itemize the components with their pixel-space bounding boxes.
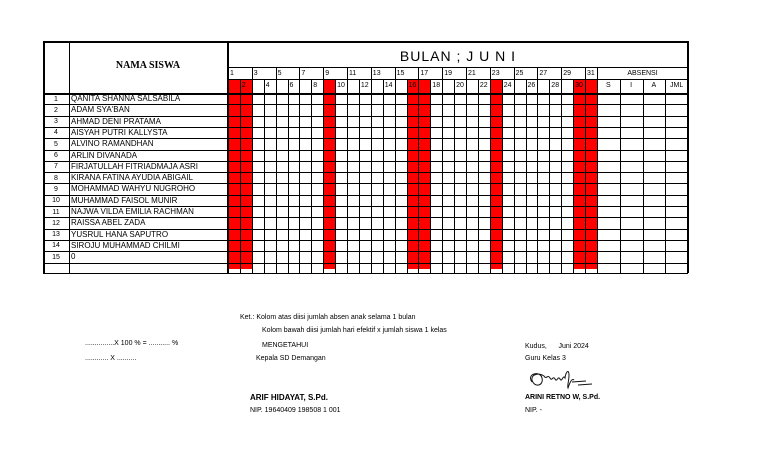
note-line-1: Ket.: Kolom atas diisi jumlah absen anak selama 1 bulan (240, 314, 416, 321)
day-col-line (395, 67, 396, 273)
absensi-col-line (643, 79, 644, 273)
student-name: AISYAH PUTRI KALLYSTA (71, 127, 168, 137)
day-number-16: 16 (408, 82, 417, 89)
student-name: YUSRUL HANA SAPUTRO (71, 229, 169, 239)
student-name: ARLIN DIVANADA (71, 150, 138, 160)
day-col-line (585, 67, 586, 273)
day-col-line (240, 79, 241, 273)
student-name: ALVINO RAMANDHAN (71, 139, 154, 149)
row-number: 2 (54, 106, 58, 114)
day-col-line (335, 79, 336, 273)
acknowledged-label: MENGETAHUI (262, 342, 309, 349)
student-name: NAJWA VILDA EMILIA RACHMAN (71, 207, 194, 216)
row-number: 7 (54, 163, 58, 171)
day-number-27: 27 (539, 70, 548, 77)
principal-nip: NIP. 19640409 198508 1 001 (250, 407, 341, 414)
day-number-10: 10 (337, 82, 345, 89)
student-name: MUHAMMAD FAISOL MUNIR (71, 195, 178, 205)
day-col-line (264, 79, 265, 273)
day-col-line (573, 79, 574, 273)
note-line-2: Kolom bawah diisi jumlah hari efektif x jumlah siswa 1 kelas (262, 327, 447, 334)
day-number-5: 5 (277, 70, 282, 77)
row-number: 5 (54, 140, 58, 148)
teacher-name: ARINI RETNO W, S.Pd. (525, 394, 601, 401)
row-number: 3 (54, 118, 58, 126)
student-name: RAISSA ABEL ZADA (71, 218, 146, 228)
day-number-30: 30 (575, 82, 583, 89)
day-col-line (407, 79, 408, 273)
day-col-line (478, 79, 479, 273)
day-number-22: 22 (479, 82, 488, 89)
day-col-line (311, 79, 312, 273)
day-number-8: 8 (313, 82, 318, 89)
day-number-13: 13 (372, 70, 381, 77)
day-number-9: 9 (325, 70, 330, 77)
day-number-20: 20 (456, 82, 464, 89)
day-col-line (276, 67, 277, 273)
day-number-12: 12 (360, 82, 369, 89)
day-number-18: 18 (432, 82, 441, 89)
row-number: 11 (52, 208, 60, 216)
row-number: 14 (52, 242, 60, 250)
frame-top (43, 41, 688, 43)
day-col-line (502, 79, 503, 273)
student-name: ADAM SYA'BAN (71, 105, 130, 115)
day-col-line (430, 79, 431, 273)
day-col-line (561, 67, 562, 273)
day-number-15: 15 (396, 70, 405, 77)
frame-right (687, 41, 689, 273)
student-name: QANITA SHANNA SALSABILA (71, 94, 181, 103)
day-number-26: 26 (527, 82, 536, 89)
teacher-title: Guru Kelas 3 (525, 355, 566, 362)
day-col-line (418, 67, 419, 273)
day-number-29: 29 (563, 70, 571, 77)
principal-name: ARIF HIDAYAT, S.Pd. (250, 393, 328, 402)
day-number-3: 3 (253, 70, 258, 77)
principal-title: Kepala SD Demangan (256, 355, 326, 362)
row-number: 12 (52, 219, 60, 227)
day-col-line (323, 67, 324, 273)
day-col-line (359, 79, 360, 273)
day-number-7: 7 (301, 70, 306, 77)
day-col-line (228, 67, 229, 273)
student-name: SIROJU MUHAMMAD CHILMI (71, 240, 180, 250)
day-col-line (299, 67, 300, 273)
name-column-header: NAMA SISWA (115, 60, 181, 71)
place-date: Kudus, Juni 2024 (525, 343, 589, 350)
absensi-col-line (665, 79, 666, 273)
teacher-nip: NIP. - (525, 407, 542, 414)
day-number-23: 23 (491, 70, 500, 77)
day-col-line (549, 79, 550, 273)
no-col-divider (69, 41, 70, 273)
day-col-line (383, 79, 384, 273)
row-number: 10 (52, 197, 60, 205)
day-col-line (288, 79, 289, 273)
row-number: 13 (52, 231, 60, 239)
day-number-21: 21 (468, 70, 476, 77)
day-number-2: 2 (241, 82, 246, 89)
day-number-6: 6 (289, 82, 294, 89)
row-number: 6 (54, 152, 58, 159)
day-col-line (514, 67, 515, 273)
header-line-1 (228, 67, 688, 68)
day-number-4: 4 (265, 82, 270, 89)
row-line (43, 251, 688, 252)
formula-line-2: ............ X .......... (85, 355, 137, 362)
day-col-line (490, 67, 491, 273)
day-col-line (442, 67, 443, 273)
day-number-24: 24 (503, 82, 512, 89)
row-line (43, 263, 688, 264)
student-name: AHMAD DENI PRATAMA (71, 116, 161, 126)
absensi-col-s: S (606, 82, 611, 89)
student-name: 0 (71, 252, 76, 262)
day-col-line (371, 67, 372, 273)
day-number-11: 11 (349, 70, 357, 77)
student-name: FIRJATULLAH FITRIADMAJA ASRI (71, 161, 198, 171)
row-number: 1 (54, 95, 58, 103)
student-name: KIRANA FATINA AYUDIA ABIGAIL (71, 173, 193, 183)
absensi-col-line (620, 79, 621, 273)
day-col-line (526, 79, 527, 273)
day-number-19: 19 (444, 70, 452, 77)
absensi-divider (597, 67, 598, 273)
day-number-28: 28 (551, 82, 560, 89)
day-number-31: 31 (587, 70, 595, 77)
day-col-line (347, 67, 348, 273)
day-col-line (537, 67, 538, 273)
day-col-line (454, 79, 455, 273)
row-number: 9 (54, 185, 58, 193)
month-title: BULAN ; J U N I (399, 48, 517, 64)
row-number: 15 (52, 253, 60, 261)
day-col-line (466, 67, 467, 273)
frame-bottom (43, 273, 688, 274)
day-number-17: 17 (420, 70, 429, 77)
absensi-col-i: I (630, 82, 633, 89)
row-number: 4 (54, 129, 58, 137)
row-line (43, 150, 688, 151)
absensi-header: ABSENSI (627, 70, 658, 77)
absensi-col-a: A (651, 82, 657, 89)
day-number-25: 25 (515, 70, 524, 77)
day-number-14: 14 (384, 82, 393, 89)
row-number: 8 (54, 174, 58, 182)
day-number-1: 1 (230, 70, 234, 77)
student-name: MOHAMMAD WAHYU NUGROHO (71, 184, 196, 194)
row-line (43, 104, 688, 105)
formula-line-1: ...............X 100 % = ........... % (85, 340, 179, 347)
day-col-line (252, 67, 253, 273)
absensi-col-jml: JML (670, 82, 684, 89)
signature-image (522, 366, 598, 394)
